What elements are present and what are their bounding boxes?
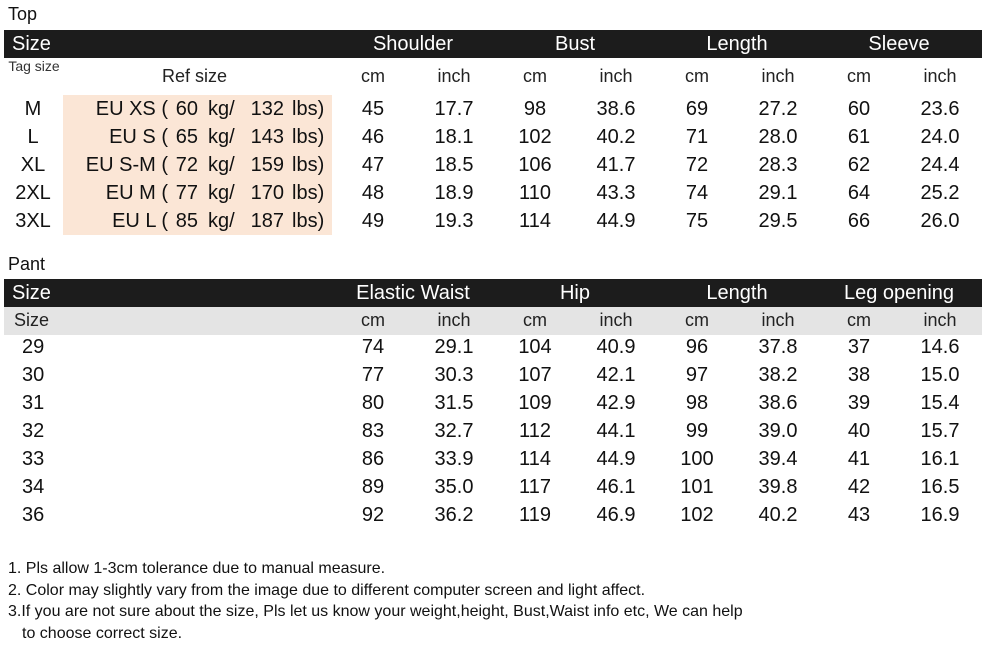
pant-measure-cell: 80: [361, 392, 385, 414]
pant-measure-cell: 36.2: [434, 504, 474, 526]
pant-measure-cell: 39.4: [758, 448, 798, 470]
ref-size-part: 60: [175, 98, 198, 120]
ref-size-part: EU M (: [105, 182, 168, 204]
pant-measure-cell: 42: [847, 476, 871, 498]
ref-size-part: lbs): [292, 126, 325, 148]
ref-size-part: 72: [175, 154, 198, 176]
top-measure-cell: 49: [361, 210, 385, 232]
pant-measure-cell: 102: [680, 504, 714, 526]
pant-measure-cell: 39.8: [758, 476, 798, 498]
pant-section-title: Pant: [8, 254, 46, 274]
pant-measure-cell: 33.9: [434, 448, 474, 470]
unit-cm: cm: [685, 310, 709, 330]
top-measure-cell: 45: [361, 98, 385, 120]
pant-measure-cell: 30.3: [434, 364, 474, 386]
top-measure-cell: 29.1: [758, 182, 798, 204]
top-measure-cell: 102: [518, 126, 552, 148]
pant-measure-cell: 99: [685, 420, 709, 442]
top-measure-cell: 62: [847, 154, 871, 176]
ref-size-part: kg/: [208, 98, 235, 120]
pant-measure-cell: 46.1: [596, 476, 636, 498]
pant-measure-cell: 37: [847, 336, 871, 358]
ref-size-part: lbs): [292, 210, 325, 232]
pant-measure-cell: 29.1: [434, 336, 474, 358]
pant-measure-cell: 74: [361, 336, 385, 358]
top-measure-cell: 41.7: [596, 154, 636, 176]
note-3-continued: to choose correct size.: [22, 625, 183, 642]
pant-size-cell: 30: [22, 364, 45, 386]
top-header-bust: Bust: [554, 33, 596, 55]
top-measure-cell: 19.3: [434, 210, 474, 232]
pant-measure-cell: 97: [685, 364, 709, 386]
top-header-size: Size: [12, 33, 51, 55]
pant-subheader-size: Size: [14, 310, 50, 330]
pant-measure-cell: 15.4: [920, 392, 960, 414]
pant-measure-cell: 119: [519, 504, 551, 526]
pant-measure-cell: 15.0: [920, 364, 960, 386]
top-measure-cell: 114: [519, 210, 551, 232]
pant-measure-cell: 44.1: [596, 420, 636, 442]
top-size-cell: L: [27, 126, 39, 148]
pant-measure-cell: 16.1: [920, 448, 960, 470]
pant-measure-cell: 104: [518, 336, 552, 358]
top-measure-cell: 64: [847, 182, 871, 204]
pant-measure-cell: 16.9: [920, 504, 960, 526]
unit-cm: cm: [361, 66, 385, 86]
ref-size-part: 187: [250, 210, 284, 232]
pant-measure-cell: 77: [361, 364, 385, 386]
note-3: 3.If you are not sure about the size, Pls let us know your weight,height, Bust,Waist info etc, We can help: [8, 603, 743, 620]
unit-cm: cm: [685, 66, 709, 86]
pant-measure-cell: 40: [847, 420, 871, 442]
top-subheader-tag-size: Tag size: [8, 58, 60, 74]
top-measure-cell: 48: [361, 182, 385, 204]
pant-measure-cell: 40.2: [758, 504, 798, 526]
top-measure-cell: 47: [361, 154, 385, 176]
pant-measure-cell: 38: [847, 364, 871, 386]
pant-measure-cell: 37.8: [758, 336, 798, 358]
ref-size-part: 159: [250, 154, 284, 176]
ref-size-part: kg/: [208, 210, 235, 232]
pant-measure-cell: 38.6: [758, 392, 798, 414]
unit-inch: inch: [599, 66, 633, 86]
top-section-title: Top: [8, 4, 38, 24]
pant-measure-cell: 40.9: [596, 336, 636, 358]
top-measure-cell: 75: [685, 210, 709, 232]
pant-measure-cell: 98: [685, 392, 709, 414]
ref-size-part: 85: [175, 210, 198, 232]
top-measure-cell: 24.0: [920, 126, 960, 148]
unit-cm: cm: [361, 310, 385, 330]
unit-inch: inch: [437, 310, 471, 330]
pant-header-size: Size: [12, 282, 51, 304]
top-measure-cell: 98: [523, 98, 547, 120]
top-header-sleeve: Sleeve: [868, 33, 930, 55]
unit-cm: cm: [523, 66, 547, 86]
top-measure-cell: 71: [685, 126, 709, 148]
pant-measure-cell: 86: [361, 448, 385, 470]
pant-measure-cell: 100: [680, 448, 714, 470]
pant-measure-cell: 16.5: [920, 476, 960, 498]
ref-size-part: 170: [250, 182, 284, 204]
pant-header-hip: Hip: [559, 282, 591, 304]
ref-size-part: kg/: [208, 126, 235, 148]
pant-measure-cell: 44.9: [596, 448, 636, 470]
note-2: 2. Color may slightly vary from the image due to different computer screen and light affect.: [8, 582, 646, 599]
top-measure-cell: 61: [847, 126, 871, 148]
pant-measure-cell: 38.2: [758, 364, 798, 386]
pant-header-bar: [4, 279, 982, 307]
note-1: 1. Pls allow 1-3cm tolerance due to manual measure.: [8, 560, 386, 577]
pant-measure-cell: 42.9: [596, 392, 636, 414]
ref-size-part: lbs): [292, 98, 325, 120]
top-measure-cell: 69: [685, 98, 709, 120]
pant-measure-cell: 109: [518, 392, 552, 414]
top-size-cell: M: [24, 98, 42, 120]
pant-size-cell: 31: [22, 392, 45, 414]
unit-cm: cm: [847, 66, 871, 86]
pant-measure-cell: 43: [847, 504, 871, 526]
pant-size-cell: 36: [22, 504, 45, 526]
pant-header-leg-opening: Leg opening: [843, 282, 955, 304]
ref-size-part: lbs): [292, 154, 325, 176]
pant-size-cell: 29: [22, 336, 45, 358]
top-measure-cell: 27.2: [758, 98, 798, 120]
pant-size-cell: 34: [22, 476, 45, 498]
top-measure-cell: 46: [361, 126, 385, 148]
pant-measure-cell: 96: [685, 336, 709, 358]
pant-header-elastic-waist: Elastic Waist: [356, 282, 470, 304]
pant-measure-cell: 31.5: [434, 392, 474, 414]
top-measure-cell: 60: [847, 98, 871, 120]
pant-measure-cell: 42.1: [596, 364, 636, 386]
top-measure-cell: 18.9: [434, 182, 474, 204]
ref-size-part: EU XS (: [95, 98, 168, 120]
pant-measure-cell: 89: [361, 476, 385, 498]
pant-measure-cell: 114: [519, 448, 551, 470]
unit-inch: inch: [599, 310, 633, 330]
top-size-cell: XL: [20, 154, 46, 176]
ref-size-part: EU L (: [112, 210, 168, 232]
pant-measure-cell: 92: [361, 504, 385, 526]
ref-size-part: kg/: [208, 154, 235, 176]
top-measure-cell: 26.0: [920, 210, 960, 232]
top-measure-cell: 24.4: [920, 154, 960, 176]
top-measure-cell: 29.5: [758, 210, 798, 232]
top-size-cell: 3XL: [15, 210, 51, 232]
ref-size-part: 143: [250, 126, 284, 148]
ref-size-part: 65: [175, 126, 198, 148]
pant-size-cell: 32: [22, 420, 45, 442]
top-measure-cell: 18.1: [434, 126, 474, 148]
ref-size-part: lbs): [292, 182, 325, 204]
pant-header-length: Length: [706, 282, 768, 304]
top-measure-cell: 38.6: [596, 98, 636, 120]
top-header-shoulder: Shoulder: [372, 33, 454, 55]
unit-inch: inch: [761, 66, 795, 86]
unit-cm: cm: [523, 310, 547, 330]
top-measure-cell: 28.0: [758, 126, 798, 148]
top-measure-cell: 44.9: [596, 210, 636, 232]
pant-measure-cell: 101: [680, 476, 714, 498]
top-measure-cell: 28.3: [758, 154, 798, 176]
unit-inch: inch: [923, 66, 957, 86]
pant-measure-cell: 32.7: [434, 420, 474, 442]
pant-subheader-bar: [4, 307, 982, 335]
top-measure-cell: 72: [685, 154, 709, 176]
pant-measure-cell: 117: [519, 476, 551, 498]
pant-measure-cell: 107: [518, 364, 552, 386]
pant-measure-cell: 112: [519, 420, 551, 442]
top-measure-cell: 23.6: [920, 98, 960, 120]
pant-measure-cell: 83: [361, 420, 385, 442]
top-measure-cell: 43.3: [596, 182, 636, 204]
top-header-length: Length: [706, 33, 768, 55]
pant-size-cell: 33: [22, 448, 45, 470]
top-measure-cell: 25.2: [920, 182, 960, 204]
top-measure-cell: 40.2: [596, 126, 636, 148]
top-measure-cell: 106: [518, 154, 552, 176]
top-subheader-ref-size: Ref size: [162, 66, 228, 86]
top-measure-cell: 18.5: [434, 154, 474, 176]
pant-measure-cell: 14.6: [920, 336, 960, 358]
ref-size-part: kg/: [208, 182, 235, 204]
top-measure-cell: 110: [519, 182, 551, 204]
unit-inch: inch: [437, 66, 471, 86]
pant-measure-cell: 15.7: [920, 420, 960, 442]
unit-cm: cm: [847, 310, 871, 330]
ref-size-part: EU S-M (: [85, 154, 168, 176]
unit-inch: inch: [923, 310, 957, 330]
pant-measure-cell: 39: [847, 392, 871, 414]
top-measure-cell: 17.7: [434, 98, 474, 120]
pant-measure-cell: 35.0: [434, 476, 474, 498]
top-header-bar: [4, 30, 982, 58]
pant-measure-cell: 46.9: [596, 504, 636, 526]
pant-measure-cell: 41: [847, 448, 871, 470]
top-size-cell: 2XL: [15, 182, 51, 204]
top-measure-cell: 66: [847, 210, 871, 232]
top-measure-cell: 74: [685, 182, 709, 204]
ref-size-part: EU S (: [109, 126, 168, 148]
ref-size-part: 132: [250, 98, 284, 120]
pant-measure-cell: 39.0: [758, 420, 798, 442]
unit-inch: inch: [761, 310, 795, 330]
ref-size-part: 77: [175, 182, 198, 204]
